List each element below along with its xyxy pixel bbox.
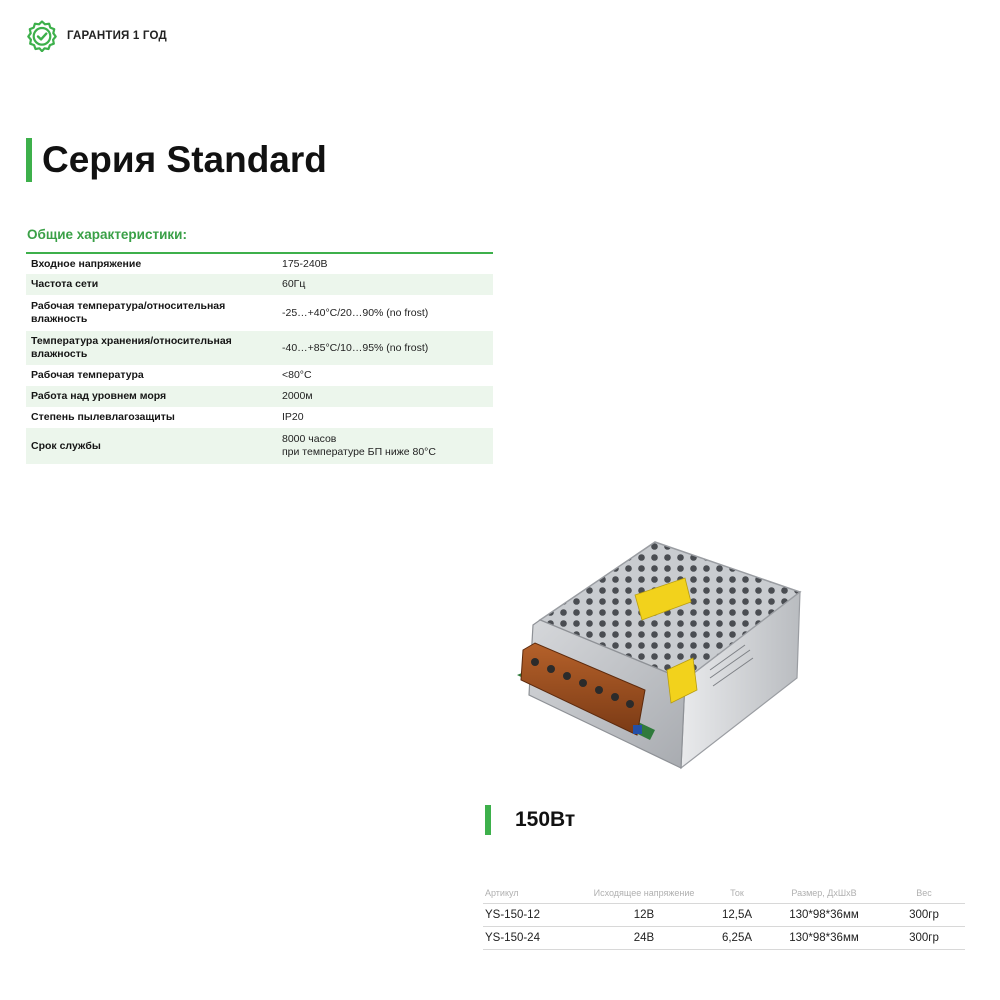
cell-article: YS-150-12: [483, 903, 579, 926]
col-header-weight: Вес: [883, 883, 965, 903]
warranty-badge: [26, 20, 167, 52]
page-title: Серия Standard: [42, 139, 327, 180]
cell-current: 6,25А: [709, 926, 765, 949]
cell-size: 130*98*36мм: [765, 903, 883, 926]
spec-value: 175-240В: [282, 257, 328, 270]
spec-value: 2000м: [277, 386, 493, 407]
spec-value: <80°C: [282, 369, 312, 381]
models-header-row: [483, 883, 965, 903]
spec-value-line: 8000 часов: [282, 433, 337, 445]
spec-value: -40…+85°C/10…95% (no frost): [277, 331, 493, 365]
spec-key: Входное напряжение: [31, 257, 142, 270]
cell-voltage: 24В: [579, 926, 709, 949]
spec-key: Частота сети: [26, 274, 277, 295]
spec-row: [26, 331, 493, 365]
spec-row: [26, 386, 493, 407]
spec-value-line: при температуре БП ниже 80°C: [282, 446, 436, 458]
power-label: 150Вт: [515, 808, 576, 831]
spec-value: 60Гц: [277, 274, 493, 295]
spec-key: Рабочая температура: [31, 369, 144, 381]
model-title: [485, 805, 575, 835]
cell-article: YS-150-24: [483, 926, 579, 949]
spec-value: IP20: [282, 411, 304, 423]
spec-row: [26, 295, 493, 331]
spec-row: [26, 253, 493, 274]
models-table: [483, 883, 965, 950]
spec-key: Температура хранения/относительная влажность: [26, 331, 277, 365]
cell-size: 130*98*36мм: [765, 926, 883, 949]
spec-value: -25…+40°C/20…90% (no frost): [282, 306, 429, 319]
spec-key: Рабочая температура/относительная влажность: [31, 300, 226, 325]
col-header-size: Размер, ДхШхВ: [765, 883, 883, 903]
table-row: [483, 926, 965, 949]
table-row: [483, 903, 965, 926]
col-header-current: Ток: [709, 883, 765, 903]
power-supply-unit-photo: [505, 530, 825, 790]
title-accent-bar: [26, 138, 32, 182]
spec-value: [277, 428, 493, 464]
spec-key: Срок службы: [26, 428, 277, 464]
cell-weight: 300гр: [883, 903, 965, 926]
spec-row: [26, 365, 493, 386]
model-accent-bar: [485, 805, 491, 835]
warranty-text: ГАРАНТИЯ 1 ГОД: [67, 30, 167, 42]
specs-table: [26, 252, 493, 464]
warranty-check-icon: [26, 20, 58, 52]
spec-row: [26, 407, 493, 428]
spec-key: Работа над уровнем моря: [26, 386, 277, 407]
specs-heading: Общие характеристики:: [27, 227, 187, 242]
spec-row: [26, 428, 493, 464]
series-title: [26, 138, 327, 182]
spec-row: [26, 274, 493, 295]
spec-key: Степень пылевлагозащиты: [31, 411, 175, 423]
cell-weight: 300гр: [883, 926, 965, 949]
col-header-voltage: Исходящее напряжение: [579, 883, 709, 903]
cell-current: 12,5А: [709, 903, 765, 926]
cell-voltage: 12В: [579, 903, 709, 926]
col-header-article: Артикул: [483, 883, 579, 903]
